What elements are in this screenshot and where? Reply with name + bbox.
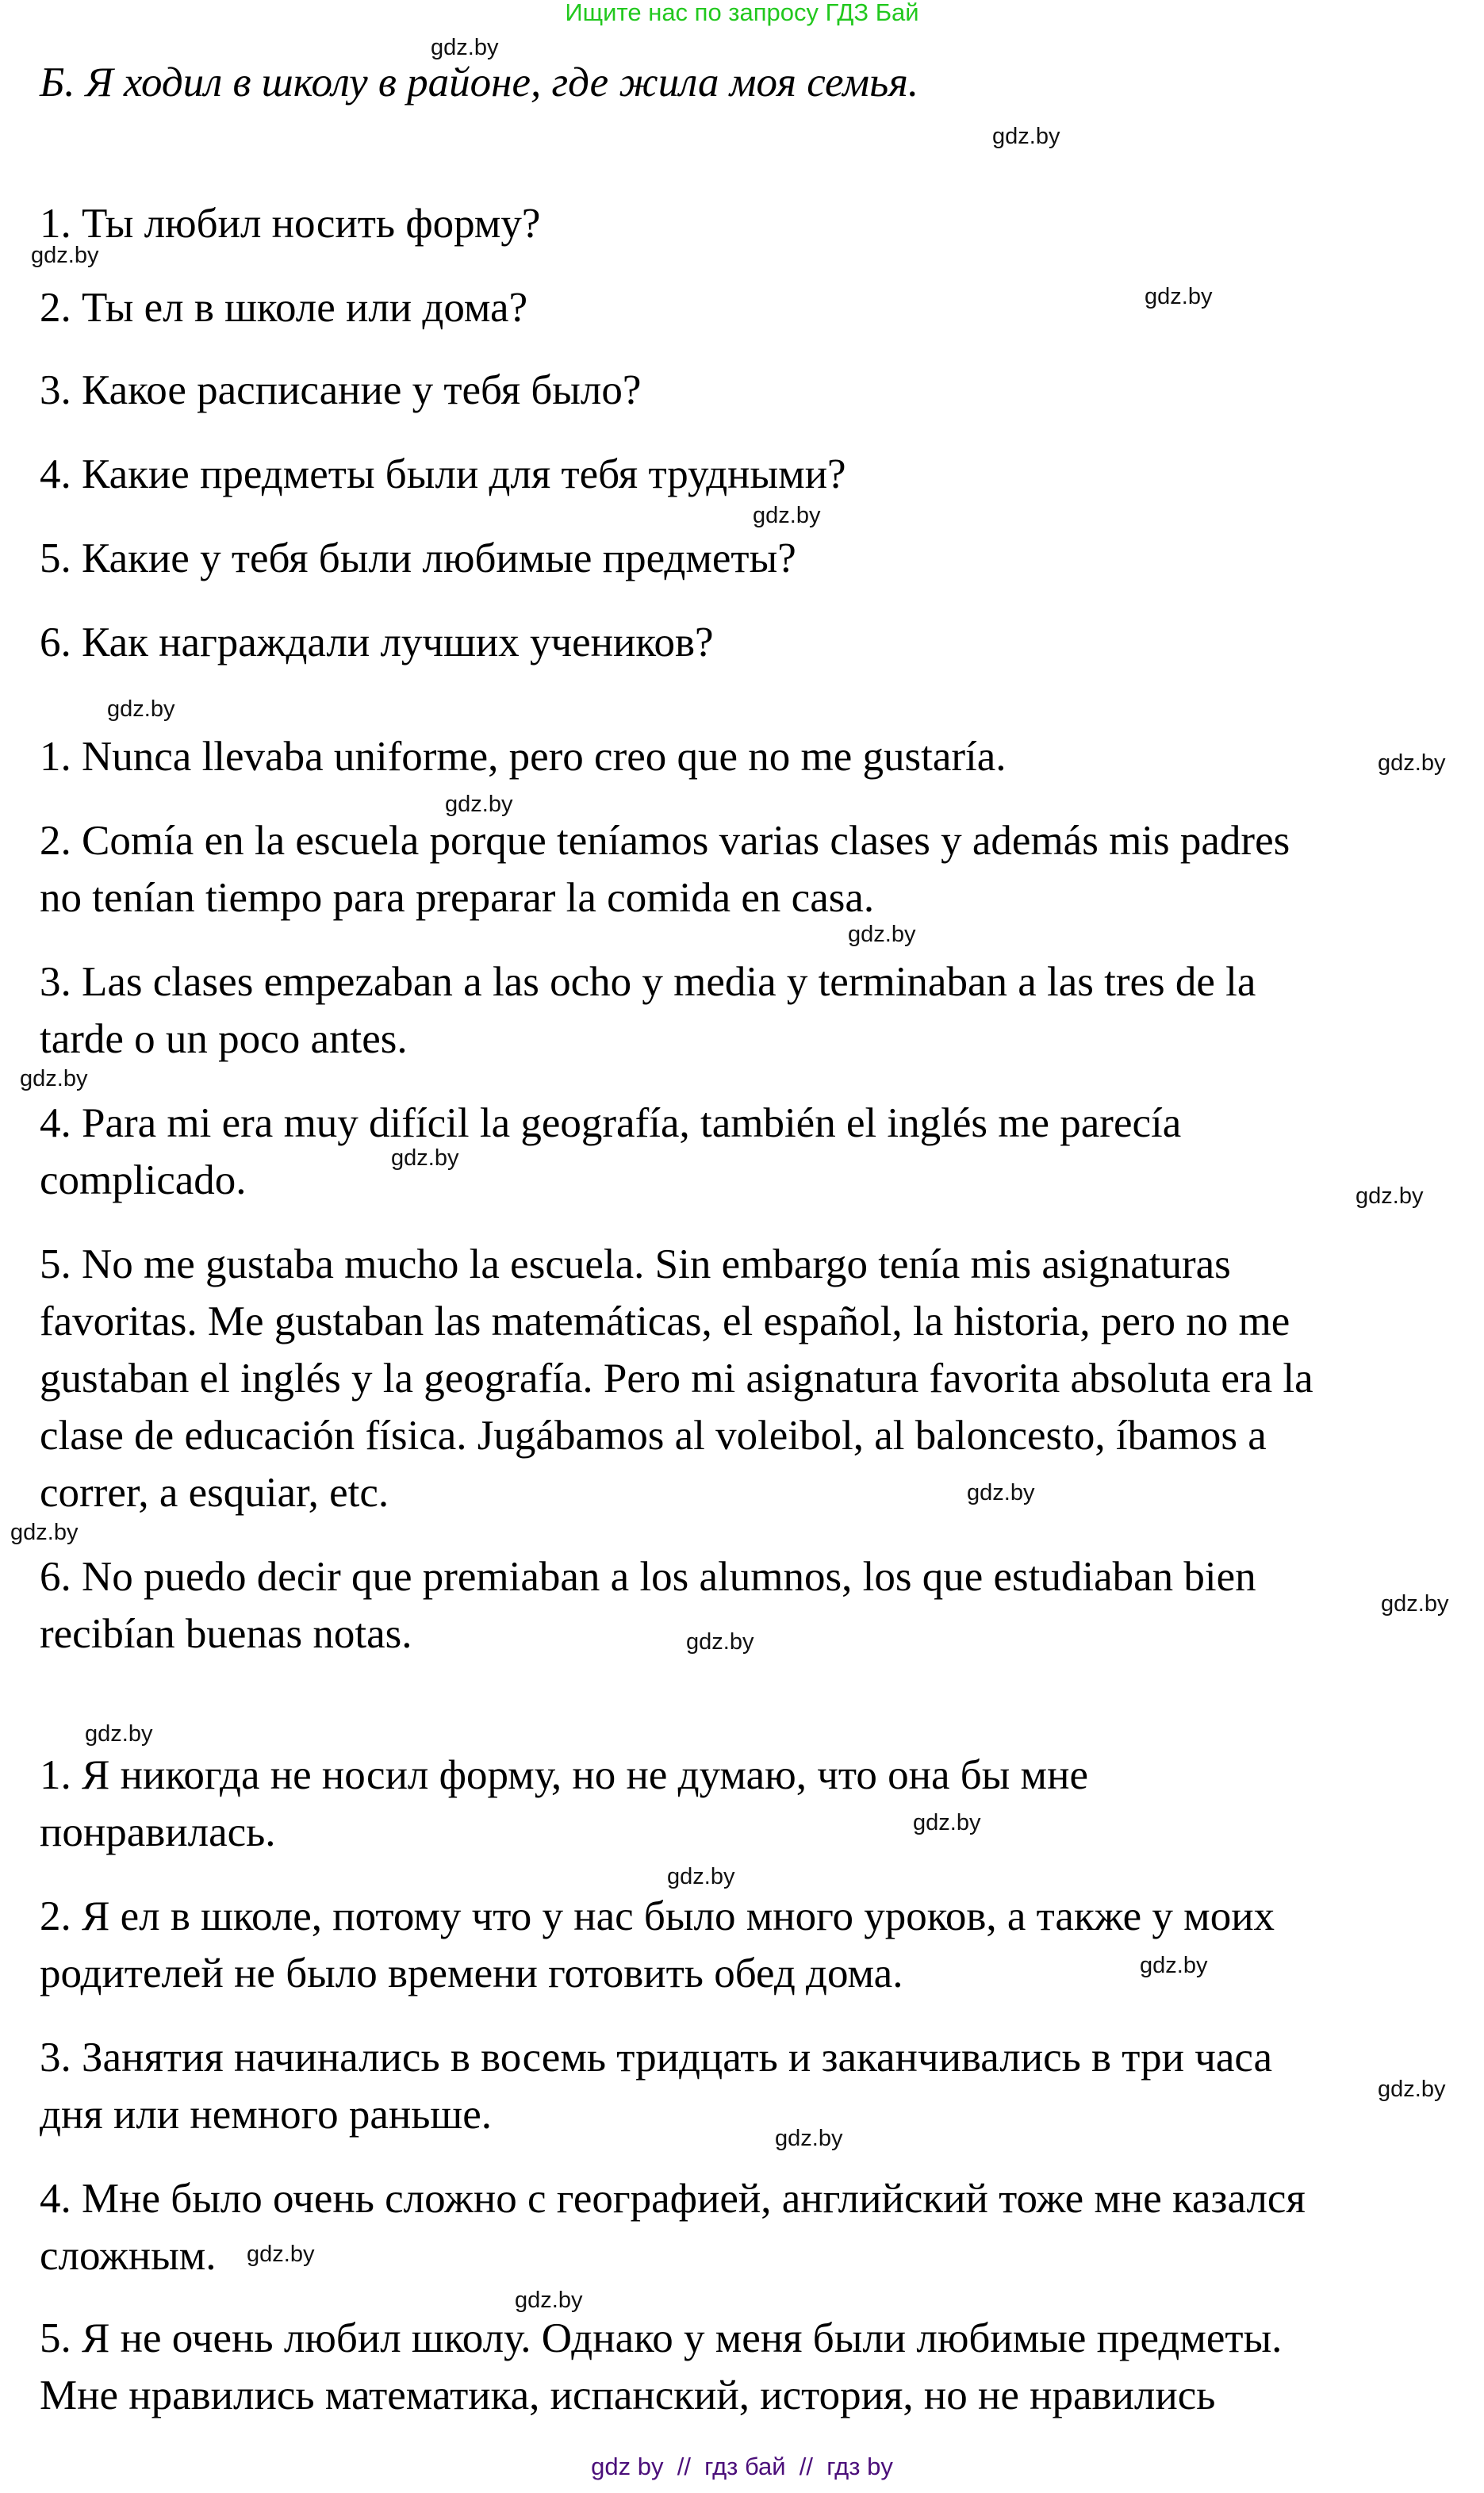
watermark: gdz.by xyxy=(992,124,1060,149)
watermark: gdz.by xyxy=(913,1810,981,1835)
watermark: gdz.by xyxy=(85,1721,153,1747)
answer-line: 4. Para mi era muy difícil la geografía, también el inglés me parecía xyxy=(40,1100,1182,1146)
answer-line: 1. Nunca llevaba uniforme, pero creo que no me gustaría. xyxy=(40,734,1007,780)
section-title: Б. Я ходил в школу в районе, где жила моя семья. xyxy=(40,59,919,105)
question: 6. Как награждали лучших учеников? xyxy=(40,619,714,665)
answer-line: сложным. xyxy=(40,2233,217,2279)
watermark: gdz.by xyxy=(1378,2077,1446,2102)
answer-line: no tenían tiempo para preparar la comida en casa. xyxy=(40,875,875,921)
watermark: gdz.by xyxy=(431,35,499,60)
answer-line: понравилась. xyxy=(40,1809,276,1855)
watermark: gdz.by xyxy=(20,1066,88,1091)
answer-line: 1. Я никогда не носил форму, но не думаю, что она бы мне xyxy=(40,1752,1088,1798)
header-banner[interactable]: Ищите нас по запросу ГДЗ Бай xyxy=(565,0,919,26)
watermark: gdz.by xyxy=(10,1520,79,1545)
watermark: gdz.by xyxy=(753,503,821,528)
answer-line: favoritas. Me gustaban las matemáticas, el español, la historia, pero no me xyxy=(40,1298,1290,1344)
question: 3. Какое расписание у тебя было? xyxy=(40,367,642,413)
question: 5. Какие у тебя были любимые предметы? xyxy=(40,535,796,581)
watermark: gdz.by xyxy=(848,922,916,947)
answer-line: родителей не было времени готовить обед дома. xyxy=(40,1950,903,1996)
question: 1. Ты любил носить форму? xyxy=(40,201,541,247)
watermark: gdz.by xyxy=(775,2126,843,2151)
watermark: gdz.by xyxy=(31,243,99,268)
watermark: gdz.by xyxy=(667,1864,735,1889)
watermark: gdz.by xyxy=(1381,1591,1449,1617)
answer-line: 4. Мне было очень сложно с географией, английский тоже мне казался xyxy=(40,2176,1306,2222)
answer-line: 6. No puedo decir que premiaban a los alumnos, los que estudiaban bien xyxy=(40,1554,1256,1600)
answer-line: correr, a esquiar, etc. xyxy=(40,1470,389,1516)
answer-line: gustaban el inglés y la geografía. Pero mi asignatura favorita absoluta era la xyxy=(40,1356,1313,1402)
watermark: gdz.by xyxy=(1378,750,1446,776)
answer-line: 2. Я ел в школе, потому что у нас было много уроков, а также у моих xyxy=(40,1893,1275,1939)
question: 4. Какие предметы были для тебя трудными? xyxy=(40,451,846,497)
answer-line: tarde o un poco antes. xyxy=(40,1016,408,1062)
watermark: gdz.by xyxy=(1145,284,1213,309)
watermark: gdz.by xyxy=(247,2242,315,2267)
watermark: gdz.by xyxy=(445,792,513,817)
answer-line: 3. Занятия начинались в восемь тридцать и заканчивались в три часа xyxy=(40,2035,1273,2081)
answer-line: дня или немного раньше. xyxy=(40,2092,492,2138)
answer-line: Мне нравились математика, испанский, история, но не нравились xyxy=(40,2372,1216,2418)
watermark: gdz.by xyxy=(1140,1953,1208,1978)
answer-line: 2. Comía en la escuela porque teníamos varias clases y además mis padres xyxy=(40,818,1290,864)
watermark: gdz.by xyxy=(686,1629,754,1655)
watermark: gdz.by xyxy=(967,1480,1035,1505)
answer-line: clase de educación física. Jugábamos al voleibol, al baloncesto, íbamos a xyxy=(40,1413,1267,1459)
answer-line: complicado. xyxy=(40,1157,247,1203)
watermark: gdz.by xyxy=(107,696,175,722)
question: 2. Ты ел в школе или дома? xyxy=(40,285,528,331)
answer-line: recibían buenas notas. xyxy=(40,1611,412,1657)
watermark: gdz.by xyxy=(1356,1183,1424,1209)
answer-line: 5. No me gustaba mucho la escuela. Sin embargo tenía mis asignaturas xyxy=(40,1241,1231,1287)
answer-line: 3. Las clases empezaban a las ocho y media y terminaban a las tres de la xyxy=(40,959,1256,1005)
footer-links[interactable]: gdz by // гдз бай // гдз by xyxy=(591,2453,893,2480)
watermark: gdz.by xyxy=(515,2288,583,2313)
watermark: gdz.by xyxy=(391,1145,459,1171)
answer-line: 5. Я не очень любил школу. Однако у меня были любимые предметы. xyxy=(40,2315,1283,2361)
